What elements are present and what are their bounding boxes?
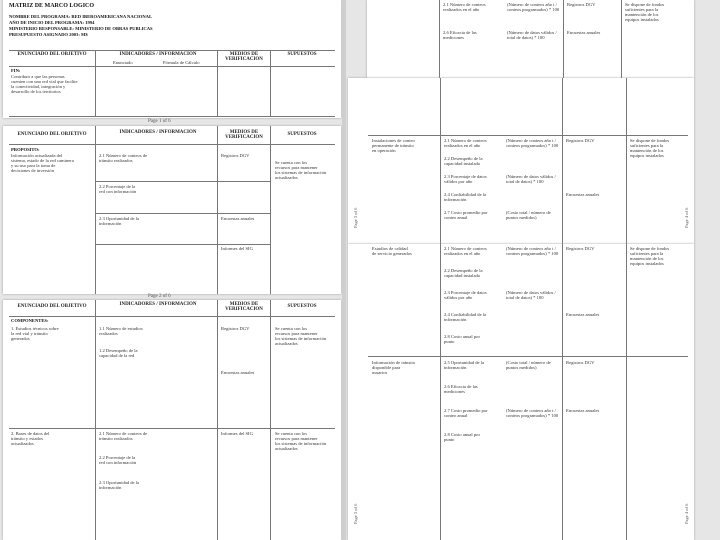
indicator-cell: 2.1 Número de conteos de tránsito realizados	[99, 431, 148, 441]
purpose-text: Información actualizada del sistema, estado de la red caminera y su uso para la toma de decisiones de inversión	[11, 153, 74, 173]
document-page-3	[3, 300, 341, 540]
page-split-divider	[342, 0, 346, 540]
column-assumptions: SUPUESTOS	[287, 52, 317, 57]
column-indicators: INDICADORES / INFORMACION	[119, 302, 197, 307]
component-row: 2. Bases de datos del tránsito y estados actualizados	[11, 431, 50, 446]
col-divider	[95, 300, 96, 540]
col-divider	[562, 244, 563, 540]
row-divider	[368, 356, 688, 357]
column-indicators: INDICADORES / INFORMACION	[119, 52, 197, 57]
column-indicators: INDICADORES / INFORMACION	[119, 130, 197, 135]
formula-cell: (Costo total / número de puntos medidos)	[506, 210, 551, 220]
col-divider	[217, 300, 218, 540]
assumption-cell: Se cuenta con los recursos para mantener los sistemas de información actualizados	[275, 431, 327, 451]
assumption-cell: Se cuenta con los recursos para mantener los sistemas de información actualizados	[275, 160, 327, 180]
page-footer: Page 3 of 6	[353, 207, 358, 228]
verification-cell: Registros DGV	[221, 153, 250, 158]
col-divider	[626, 78, 627, 244]
verification-cell: Encuestas anuales	[221, 370, 255, 375]
indicator-cell: 2.7 Costo promedio por conteo anual	[444, 210, 488, 220]
col-divider	[440, 78, 441, 244]
verification-cell: Registros DGV	[221, 326, 250, 331]
fin-label: FIN:	[11, 68, 21, 73]
col-divider	[563, 0, 564, 78]
assumption-cell: Se dispone de fondos suficientes para la mantención de los equipos instalados	[630, 246, 670, 266]
subcolumn-statement: Enunciado	[113, 60, 133, 65]
page-footer: Page 1 of 6	[148, 119, 171, 124]
assumption-cell: Se dispone de fondos suficientes para la mantención de los equipos instalados	[630, 138, 670, 158]
components-label: COMPONENTES:	[11, 318, 49, 323]
matrix-title: MATRIZ DE MARCO LOGICO	[9, 3, 95, 9]
document-page-6	[348, 244, 694, 540]
col-divider	[95, 126, 96, 294]
column-verification: MEDIOS DE VERIFICACION	[225, 302, 263, 312]
page-footer: Page 2 of 6	[148, 294, 171, 299]
program-name: NOMBRE DEL PROGRAMA: RED IBEROAMERICANA NACIONAL	[9, 14, 153, 19]
component-row: Instalaciones de conteo permanente de tránsito en operación	[372, 138, 415, 153]
indicator-cell: 2.1 Número de conteos realizados en el año	[443, 2, 486, 12]
col-divider	[562, 78, 563, 244]
table-header-rule	[9, 66, 335, 67]
col-divider	[270, 50, 271, 116]
page-footer: Page 4 of 6	[684, 207, 689, 228]
indicator-cell: 2.1 Número de conteos realizados en el año	[444, 138, 487, 148]
table-border-top	[9, 50, 335, 51]
col-divider	[439, 0, 440, 78]
document-page-4	[367, 0, 694, 78]
column-verification: MEDIOS DE VERIFICACION	[225, 52, 263, 62]
verification-cell: Informes del SIG	[221, 431, 253, 436]
formula-cell: (Costo total / número de puntos medidos)	[506, 360, 551, 370]
row-divider	[95, 181, 270, 182]
formula-cell: (Número de conteos año t / conteos programados) * 100	[507, 2, 560, 12]
table-header-rule	[9, 316, 335, 317]
column-assumptions: SUPUESTOS	[287, 132, 317, 137]
indicator-cell: 2.5 Oportunidad de la información	[444, 360, 485, 370]
indicator-cell: 2.1 Número de conteos de tránsito realizados	[99, 153, 148, 163]
verification-cell: Encuestas anuales	[566, 192, 600, 197]
row-divider	[368, 135, 688, 136]
assigned-budget: PRESUPUESTO ASIGNADO 2003: M$	[9, 32, 88, 37]
component-row: Estudios de calidad de servicio generados	[372, 246, 412, 256]
indicator-cell: 2.2 Porcentaje de la red con información	[99, 455, 137, 465]
page-footer: Page 3 of 6	[353, 503, 358, 524]
verification-cell: Encuestas anuales	[567, 30, 601, 35]
indicator-cell: 2.4 Confiabilidad de la información	[444, 192, 487, 202]
verification-cell: Registros DGV	[567, 2, 596, 7]
indicator-cell: 2.3 Oportunidad de la información	[99, 480, 140, 490]
row-divider	[95, 213, 270, 214]
formula-cell: (Número de datos válidos / total de datos) * 100	[507, 30, 557, 40]
indicator-cell: 2.2 Porcentaje de la red con información	[99, 184, 137, 194]
col-divider	[270, 300, 271, 540]
indicator-cell: 2.2 Desempeño de la capacidad instalada	[444, 156, 483, 166]
indicator-cell: 2.8 Costo anual por punto	[444, 432, 480, 442]
formula-cell: (Número de conteos año t / conteos programados) * 100	[506, 138, 559, 148]
verification-cell: Registros DGV	[566, 360, 595, 365]
table-header-rule	[9, 144, 335, 145]
verification-cell: Encuestas anuales	[221, 216, 255, 221]
col-divider	[626, 244, 627, 540]
assumption-cell: Se cuenta con los recursos para mantener los sistemas de información actualizados	[275, 326, 327, 346]
verification-cell: Registros DGV	[566, 138, 595, 143]
indicator-cell: 2.3 Porcentaje de datos válidos por año	[444, 290, 487, 300]
col-divider	[621, 0, 622, 78]
indicator-cell: 2.6 Eficacia de las mediciones	[443, 30, 477, 40]
document-page-1	[3, 0, 341, 118]
col-divider	[440, 244, 441, 540]
column-objective: ENUNCIADO DEL OBJETIVO	[17, 52, 87, 57]
indicator-cell: 2.3 Oportunidad de la información	[99, 216, 140, 226]
formula-cell: (Número de datos válidos / total de datos) * 100	[506, 290, 556, 300]
indicator-cell: 2.2 Desempeño de la capacidad instalada	[444, 268, 483, 278]
indicator-cell: 1.1 Número de estudios realizados	[99, 326, 143, 336]
subcolumn-formula: Fórmula de Cálculo	[163, 60, 200, 65]
column-objective: ENUNCIADO DEL OBJETIVO	[17, 304, 87, 309]
document-page-2	[3, 126, 341, 294]
verification-cell: Informes del SIG	[221, 246, 253, 251]
table-border-bottom	[9, 116, 335, 117]
indicator-cell: 2.3 Porcentaje de datos válidos por año	[444, 174, 487, 184]
col-divider	[217, 126, 218, 294]
fin-text: Contribuir a que las personas cuenten con una red vial que facilite la conectividad, integración y desarrollo de los territorios	[11, 74, 78, 94]
indicator-cell: 2.7 Costo promedio por conteo anual	[444, 408, 488, 418]
formula-cell: (Número de conteos año t / conteos programados) * 100	[506, 246, 559, 256]
col-divider	[95, 50, 96, 116]
indicator-cell: 2.8 Costo anual por punto	[444, 334, 480, 344]
indicator-cell: 1.2 Desempeño de la capacidad de la red	[99, 348, 138, 358]
verification-cell: Encuestas anuales	[566, 312, 600, 317]
verification-cell: Registros DGV	[566, 246, 595, 251]
column-verification: MEDIOS DE VERIFICACION	[225, 130, 263, 140]
program-start-year: AÑO DE INICIO DEL PROGRAMA: 1994	[9, 20, 95, 25]
component-row: 1. Estudios técnicos sobre la red vial y tránsito generados	[11, 326, 59, 341]
verification-cell: Encuestas anuales	[566, 408, 600, 413]
formula-cell: (Número de datos válidos / total de datos) * 100	[506, 174, 556, 184]
page-footer: Page 4 of 6	[684, 503, 689, 524]
column-assumptions: SUPUESTOS	[287, 304, 317, 309]
component-row: Información de tránsito disponible para usuarios	[372, 360, 416, 375]
document-page-5	[348, 78, 694, 244]
responsible-ministry: MINISTERIO RESPONSABLE: MINISTERIO DE OBRAS PUBLICAS	[9, 26, 153, 31]
formula-cell: (Número de conteos año t / conteos programados) * 100	[506, 408, 559, 418]
col-divider	[270, 126, 271, 294]
row-divider	[95, 244, 270, 245]
row-divider	[9, 428, 335, 429]
assumption-cell: Se dispone de fondos suficientes para la mantención de los equipos instalados	[625, 2, 665, 22]
column-objective: ENUNCIADO DEL OBJETIVO	[17, 132, 87, 137]
indicator-cell: 2.6 Eficacia de las mediciones	[444, 384, 478, 394]
col-divider	[217, 50, 218, 116]
indicator-cell: 2.1 Número de conteos realizados en el año	[444, 246, 487, 256]
indicator-cell: 2.4 Confiabilidad de la información	[444, 312, 487, 322]
purpose-label: PROPOSITO:	[11, 147, 40, 152]
